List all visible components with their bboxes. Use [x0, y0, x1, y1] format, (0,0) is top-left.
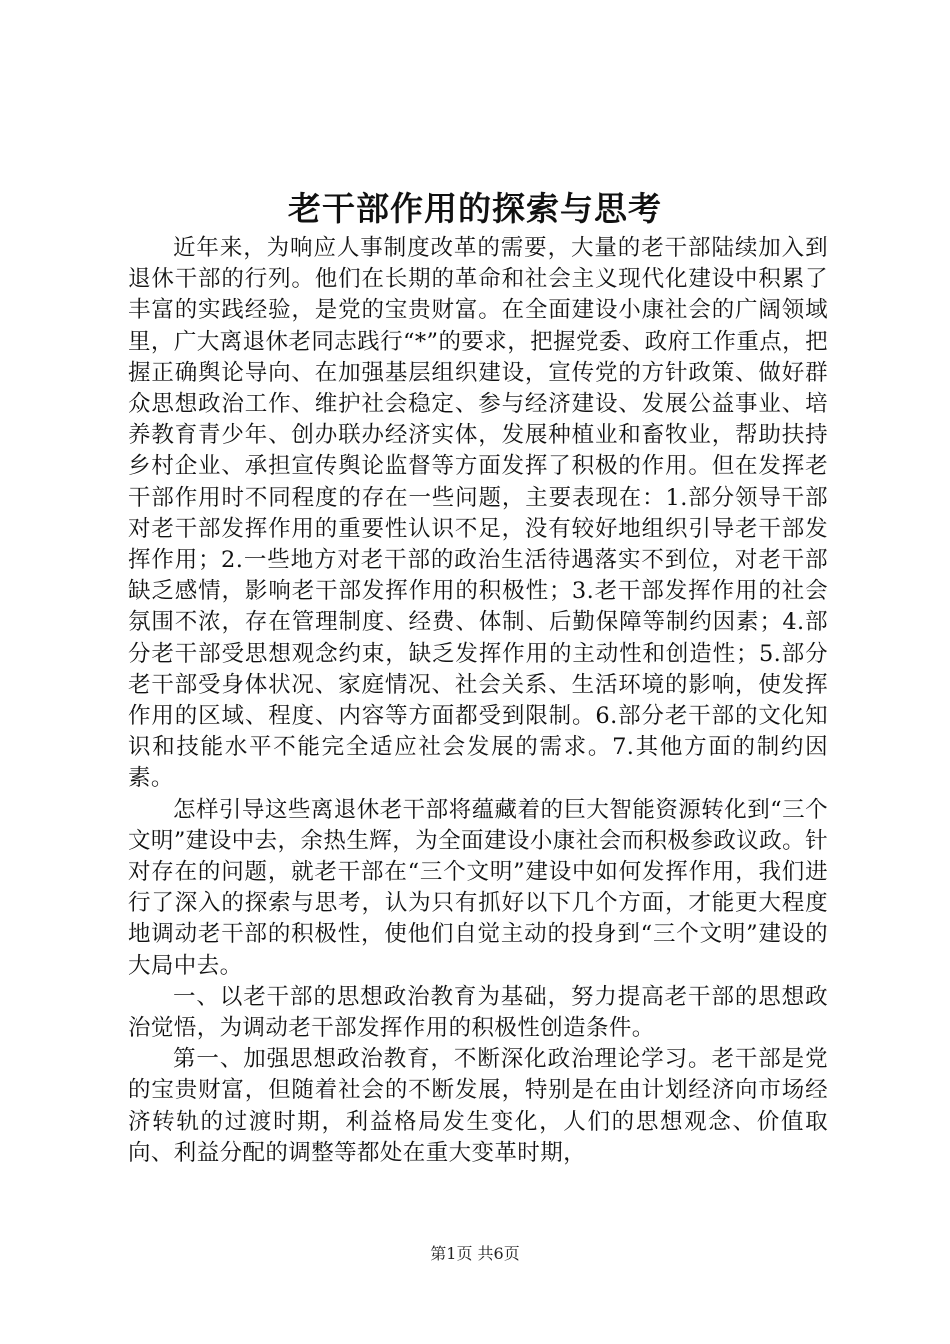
paragraph-4: 第一、加强思想政治教育，不断深化政治理论学习。老干部是党的宝贵财富，但随着社会的不断发展，特别是在由计划经济向市场经济转轨的过渡时期，利益格局发生变化，人们的思想观念、价值取向、利益分配的调整等都处在重大变革时期，	[128, 1046, 828, 1166]
paragraph-2: 怎样引导这些离退休老干部将蕴藏着的巨大智能资源转化到“三个文明”建设中去，余热生辉，为全面建设小康社会而积极参政议政。针对存在的问题，就老干部在“三个文明”建设中如何发挥作用，我们进行了深入的探索与思考，认为只有抓好以下几个方面，才能更大程度地调动老干部的积极性，使他们自觉主动的投身到“三个文明”建设的大局中去。	[128, 796, 828, 979]
page-number-footer: 第1页 共6页	[430, 1244, 520, 1263]
document-body	[128, 233, 828, 1169]
document-title: 老干部作用的探索与思考	[288, 189, 662, 228]
paragraph-1: 近年来，为响应人事制度改革的需要，大量的老干部陆续加入到退休干部的行列。他们在长期的革命和社会主义现代化建设中积累了丰富的实践经验，是党的宝贵财富。在全面建设小康社会的广阔领域里，广大离退休老同志践行“*”的要求，把握党委、政府工作重点，把握正确舆论导向、在加强基层组织建设，宣传党的方针政策、做好群众思想政治工作、维护社会稳定、参与经济建设、发展公益事业、培养教育青少年、创办联办经济实体，发展种植业和畜牧业，帮助扶持乡村企业、承担宣传舆论监督等方面发挥了积极的作用。但在发挥老干部作用时不同程度的存在一些问题，主要表现在：1.部分领导干部对老干部发挥作用的重要性认识不足，没有较好地组织引导老干部发挥作用；2.一些地方对老干部的政治生活待遇落实不到位，对老干部缺乏感情，影响老干部发挥作用的积极性；3.老干部发挥作用的社会氛围不浓，存在管理制度、经费、体制、后勤保障等制约因素；4.部分老干部受思想观念约束，缺乏发挥作用的主动性和创造性；5.部分老干部受身体状况、家庭情况、社会关系、生活环境的影响，使发挥作用的区域、程度、内容等方面都受到限制。6.部分老干部的文化知识和技能水平不能完全适应社会发展的需求。7.其他方面的制约因素。	[128, 235, 828, 792]
paragraph-3: 一、以老干部的思想政治教育为基础，努力提高老干部的思想政治觉悟，为调动老干部发挥作用的积极性创造条件。	[128, 983, 828, 1042]
